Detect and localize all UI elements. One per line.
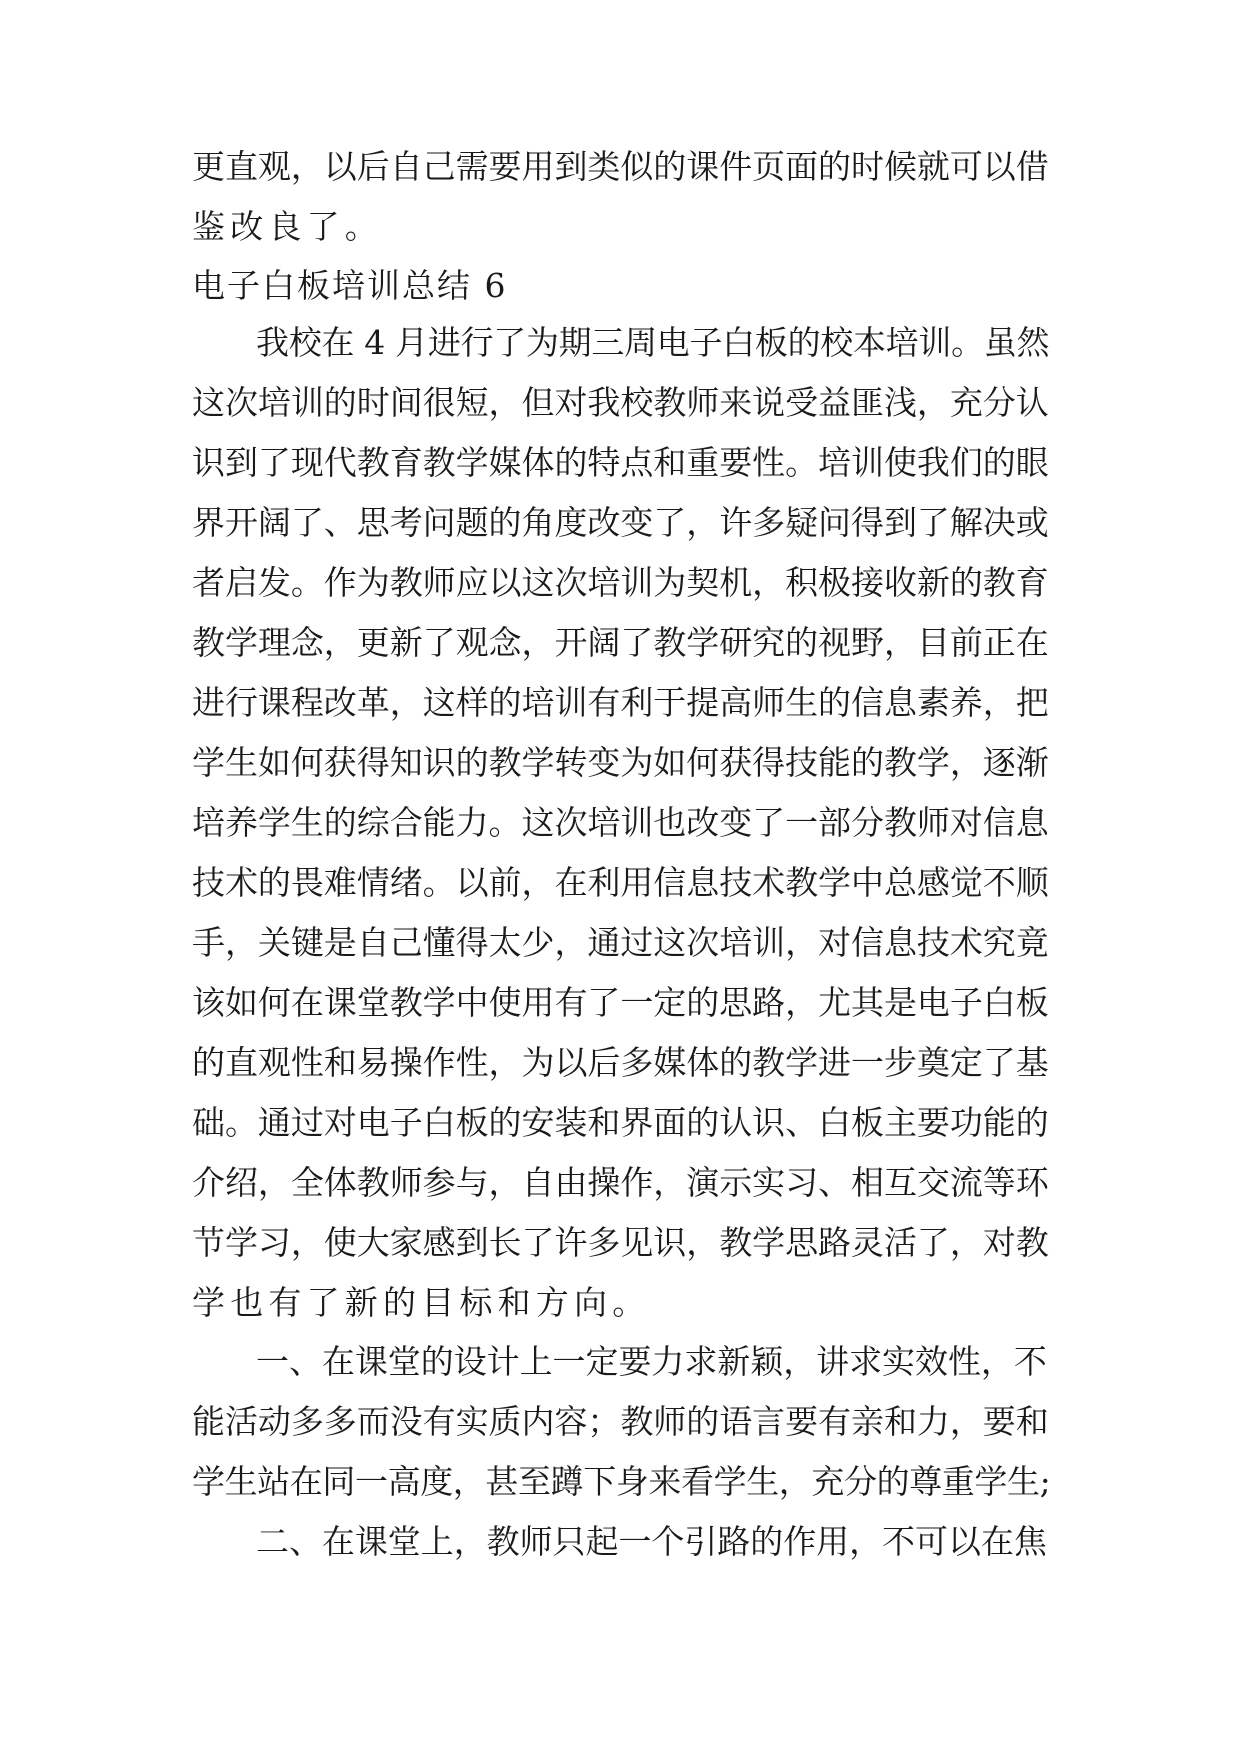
- text-line: 鉴改良了。: [192, 207, 383, 246]
- text-line: 教学理念，更新了观念，开阔了教学研究的视野，目前正在: [192, 623, 1049, 662]
- text-line: 该如何在课堂教学中使用有了一定的思路，尤其是电子白板: [192, 983, 1049, 1022]
- text-line: 础。通过对电子白板的安装和界面的认识、白板主要功能的: [192, 1103, 1049, 1142]
- text-line: 二、在课堂上，教师只起一个引路的作用，不可以在焦: [256, 1522, 1047, 1561]
- text-line: 更直观，以后自己需要用到类似的课件页面的时候就可以借: [192, 147, 1049, 186]
- text-line: 的直观性和易操作性，为以后多媒体的教学进一步奠定了基: [192, 1043, 1049, 1082]
- text-line: 介绍，全体教师参与，自由操作，演示实习、相互交流等环: [192, 1163, 1049, 1202]
- text-line: 手，关键是自己懂得太少，通过这次培训，对信息技术究竟: [192, 923, 1049, 962]
- text-line: 学生如何获得知识的教学转变为如何获得技能的教学，逐渐: [192, 743, 1049, 782]
- text-line: 我校在 4 月进行了为期三周电子白板的校本培训。虽然: [256, 323, 1050, 362]
- text-line: 技术的畏难情绪。以前，在利用信息技术教学中总感觉不顺: [192, 863, 1049, 902]
- text-line: 这次培训的时间很短，但对我校教师来说受益匪浅，充分认: [192, 383, 1049, 422]
- text-line: 能活动多多而没有实质内容；教师的语言要有亲和力，要和: [192, 1402, 1049, 1441]
- text-line: 进行课程改革，这样的培训有利于提高师生的信息素养，把: [192, 683, 1049, 722]
- text-line: 一、在课堂的设计上一定要力求新颖，讲求实效性，不: [256, 1342, 1047, 1381]
- text-line: 学生站在同一高度，甚至蹲下身来看学生，充分的尊重学生;: [192, 1462, 1051, 1501]
- text-line: 培养学生的综合能力。这次培训也改变了一部分教师对信息: [192, 803, 1049, 842]
- text-line: 节学习，使大家感到长了许多见识，教学思路灵活了，对教: [192, 1223, 1049, 1262]
- text-line: 者启发。作为教师应以这次培训为契机，积极接收新的教育: [192, 563, 1049, 602]
- section-heading: 电子白板培训总结 6: [192, 266, 508, 305]
- text-line: 界开阔了、思考问题的角度改变了，许多疑问得到了解决或: [192, 503, 1049, 542]
- text-line: 识到了现代教育教学媒体的特点和重要性。培训使我们的眼: [192, 443, 1049, 482]
- text-line: 学也有了新的目标和方向。: [192, 1283, 651, 1322]
